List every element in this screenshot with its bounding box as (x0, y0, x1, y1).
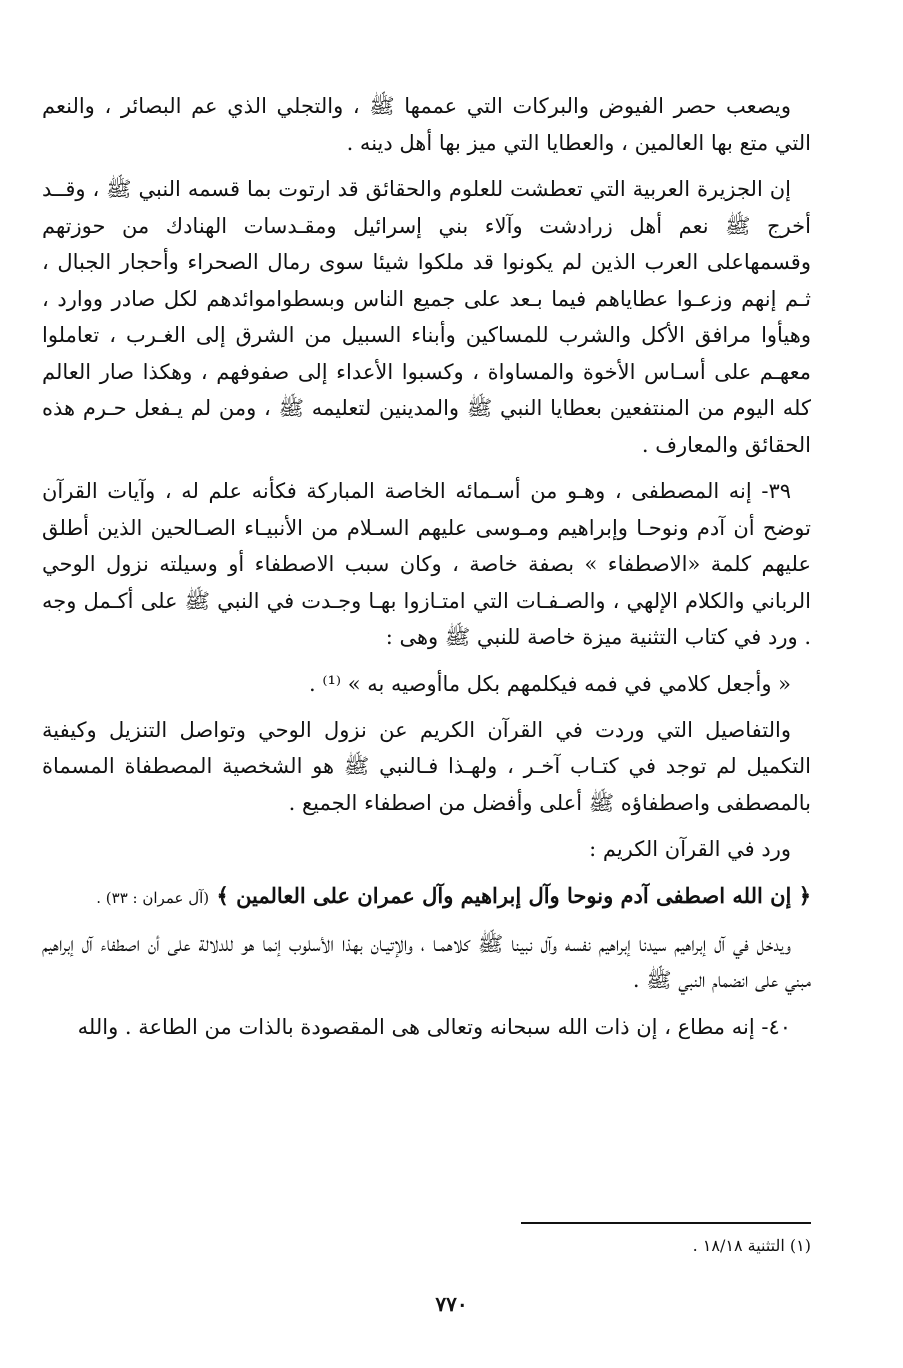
verse-reference: (آل عمران : ٣٣) . (96, 888, 210, 907)
quotation: « وأجعل كلامي في فمه فيكلمهم بكل ماأوصيه به » ⁽¹⁾ . (308, 671, 791, 696)
quran-verse (42, 878, 811, 916)
verse-text: ﴿ إن الله اصطفى آدم ونوحا وآل إبراهيم وآل عمران على العالمين ﴾ (216, 882, 811, 908)
footnote: (١) التثنية ١٨/١٨ . (692, 1236, 811, 1255)
paragraph-6: ويدخل في آل إبراهيم سيدنا إبراهيم نفسه وآل نبينا ﷺ كلاهمـا ، والإتيـان بهذا الأسلوب إنما هو للدلالة على أن اصطفاء آل إبراهيم مبني على انضمام النبي ﷺ . (42, 931, 811, 992)
paragraph-3: ٣٩- إنه المصطفى ، وهـو من أسـمائه الخاصة المباركة فكأنه علم له ، وآيات القرآن توضح أن آدم ونوحـا وإبراهيم ومـوسى عليهم السـلام من الأنبيـاء الصـالحين الذين أطلق عليهم كلمة «الاصطفاء » بصفة خاصة ، وكان سبب الاصطفاء أو وسيلته نزول الوحي الرباني والكلام الإلهي ، والصـفـات التي امتـازوا بهـا وجـدت في النبي ﷺ على أكـمل وجه . ورد في كتاب التثنية ميزة خاصة للنبي ﷺ وهى : (42, 479, 811, 649)
paragraph-1: ويصعب حصر الفيوض والبركات التي عممها ﷺ ، والتجلي الذي عم البصائر ، والنعم التي متع بها العالمين ، والعطايا التي ميز بها أهل دينه . (42, 94, 811, 155)
paragraph-4: والتفاصيل التي وردت في القرآن الكريم عن نزول الوحي وتواصل التنزيل وكيفية التكميل لم توجد في كتـاب آخـر ، ولهـذا فـالنبي ﷺ هو الشخصية المصطفاة المسماة بالمصطفى واصطفاؤه ﷺ أعلى وأفضل من اصطفاء الجميع . (42, 717, 811, 815)
paragraph-5: ورد في القرآن الكريم : (589, 837, 791, 861)
paragraph-2: إن الجزيرة العربية التي تعطشت للعلوم والحقائق قد ارتوت بما قسمه النبي ﷺ ، وقــد أخرج ﷺ نعم أهل زرادشت وآلاء بني إسرائيل ومقـدسات الهنادك من حوزتهم وقسمهاعلى العرب الذين لم يكونوا قد ملكوا شيئا سوى رمال الصحراء وأحجار الجبال ، ثـم إنهم وزعـوا عطاياهم فيما بـعد على جميع الناس وبسطواموائدهم لكل صادر ووارد ، وهيأوا مرافق الأكل والشرب للمساكين وأبناء السبيل من الشرق إلى الغـرب ، تعاملوا معهـم على أسـاس الأخوة والمساواة ، وكسبوا الأعداء إلى صفوفهم ، وهكذا صار العالم كله اليوم من المنتفعين بعطايا النبي ﷺ والمدينين لتعليمه ﷺ ، ومن لم يـفعل حـرم هذه الحقائق والمعارف . (42, 177, 811, 457)
page-number: ٧٧٠ (435, 1292, 468, 1316)
footnote-divider (521, 1222, 811, 1224)
paragraph-7: ٤٠- إنه مطاع ، إن ذات الله سبحانه وتعالى هى المقصودة بالذات من الطاعة . والله (77, 1014, 791, 1039)
